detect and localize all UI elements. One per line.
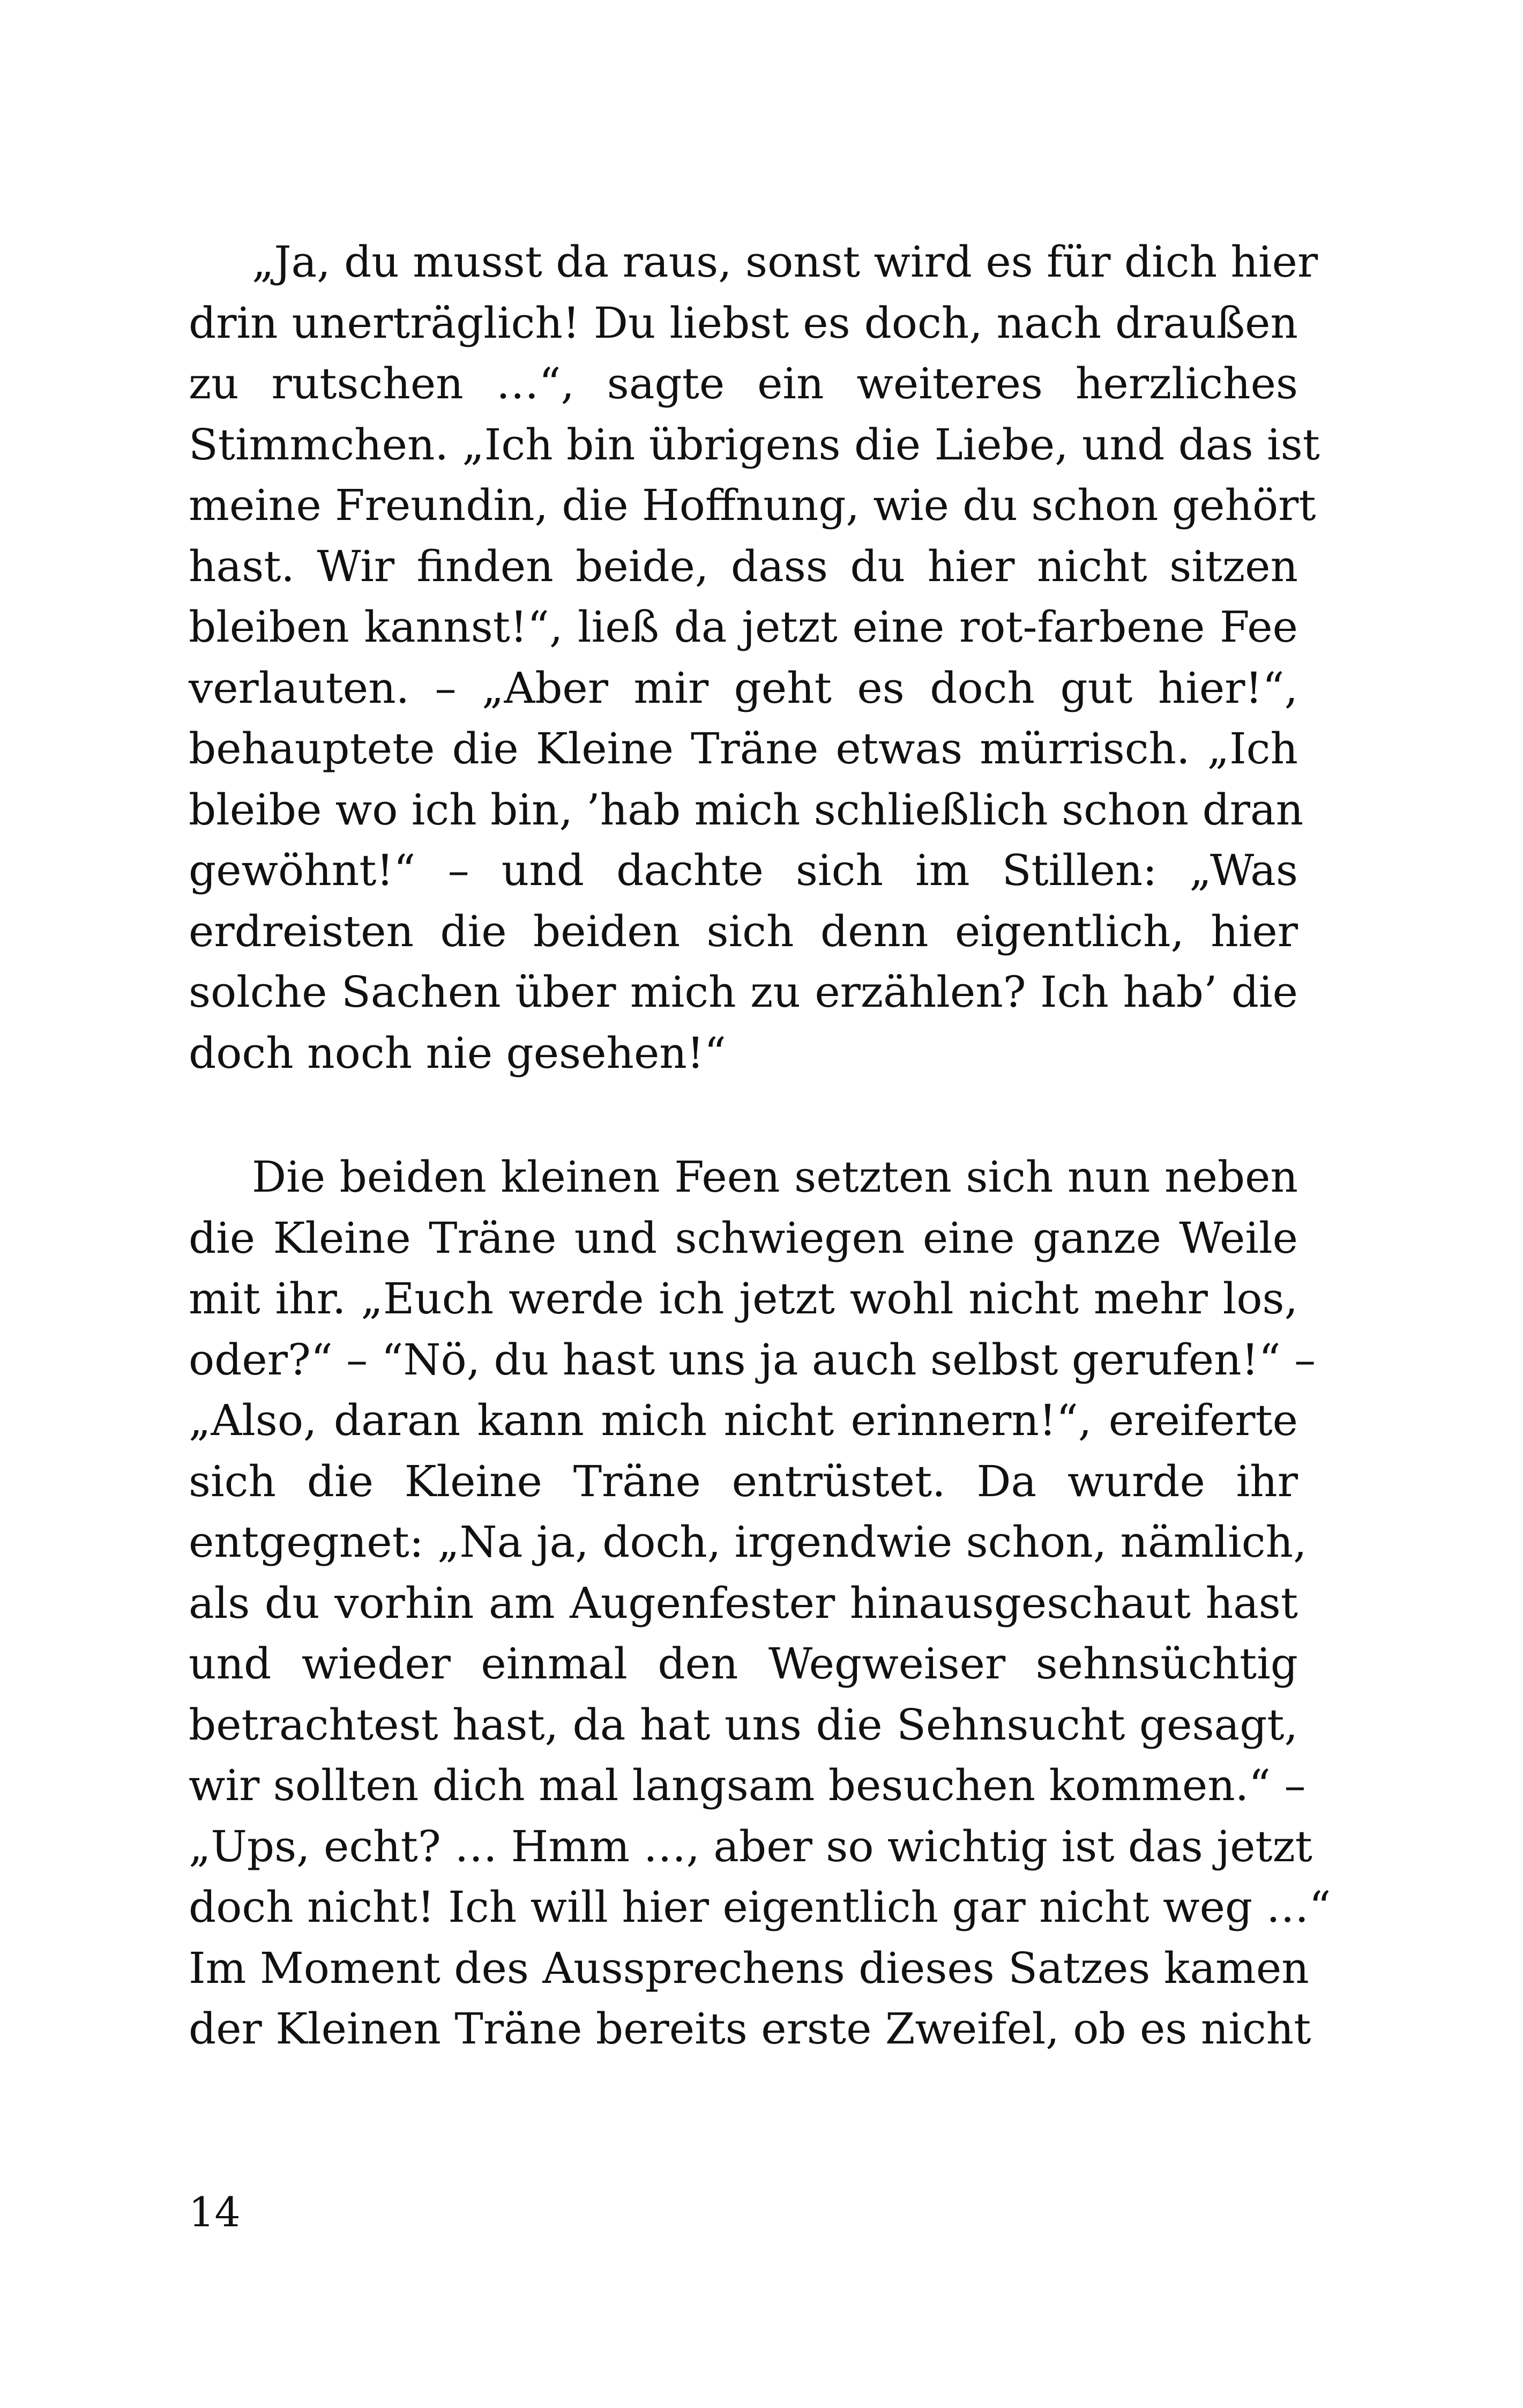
text-line: entgegnet: „Na ja, doch, irgendwie schon, nämlich, (189, 1517, 1307, 1567)
paragraph-1 (189, 232, 1320, 1083)
text-line: hast. Wir finden beide, dass du hier nicht sitzen (189, 541, 1298, 591)
text-line: mit ihr. „Euch werde ich jetzt wohl nicht mehr los, (189, 1274, 1298, 1324)
text-line: Die beiden kleinen Feen setzten sich nun neben (252, 1152, 1298, 1202)
text-line: „Also, daran kann mich nicht erinnern!“, ereiferte (189, 1395, 1298, 1445)
text-line: als du vorhin am Augenfester hinausgeschaut hast (189, 1578, 1298, 1628)
text-line: doch noch nie gesehen!“ (189, 1028, 726, 1078)
text-line: betrachtest hast, da hat uns die Sehnsucht gesagt, (189, 1699, 1298, 1750)
text-line: Stimmchen. „Ich bin übrigens die Liebe, und das ist (189, 419, 1320, 470)
text-line: wir sollten dich mal langsam besuchen kommen.“ – (189, 1760, 1306, 1810)
text-line: „Ups, echt? … Hmm …, aber so wichtig ist das jetzt (189, 1821, 1312, 1871)
text-line: zu rutschen …“, sagte ein weiteres herzliches (189, 359, 1298, 408)
text-line: die Kleine Träne und schwiegen eine ganze Weile (189, 1213, 1298, 1263)
text-line: behauptete die Kleine Träne etwas mürrisch. „Ich (189, 724, 1298, 774)
text-line: erdreisten die beiden sich denn eigentlich, hier (189, 906, 1298, 956)
text-line: bleibe wo ich bin, ’hab mich schließlich schon dran (189, 784, 1304, 835)
text-line: verlauten. – „Aber mir geht es doch gut hier!“, (189, 663, 1298, 713)
text-line: der Kleinen Träne bereits erste Zweifel, ob es nicht (189, 2004, 1311, 2054)
text-line: bleiben kannst!“, ließ da jetzt eine rot-farbene Fee (189, 602, 1298, 652)
text-line: meine Freundin, die Hoffnung, wie du schon gehört (189, 480, 1316, 530)
text-line: doch nicht! Ich will hier eigentlich gar nicht weg …“ (189, 1882, 1331, 1932)
text-line: sich die Kleine Träne entrüstet. Da wurde ihr (189, 1456, 1298, 1506)
text-line: und wieder einmal den Wegweiser sehnsüchtig (189, 1639, 1298, 1689)
text-line: gewöhnt!“ – und dachte sich im Stillen: „Was (189, 845, 1298, 895)
text-line: drin unerträglich! Du liebst es doch, nach draußen (189, 298, 1298, 348)
text-line: oder?“ – “Nö, du hast uns ja auch selbst gerufen!“ – (189, 1334, 1316, 1385)
paragraph-2 (189, 1147, 1331, 2060)
text-line: „Ja, du musst da raus, sonst wird es für dich hier (252, 237, 1318, 287)
text-line: solche Sachen über mich zu erzählen? Ich hab’ die (189, 967, 1298, 1017)
text-line: Im Moment des Aussprechens dieses Satzes kamen (189, 1943, 1309, 1993)
page-number: 14 (189, 2188, 241, 2236)
